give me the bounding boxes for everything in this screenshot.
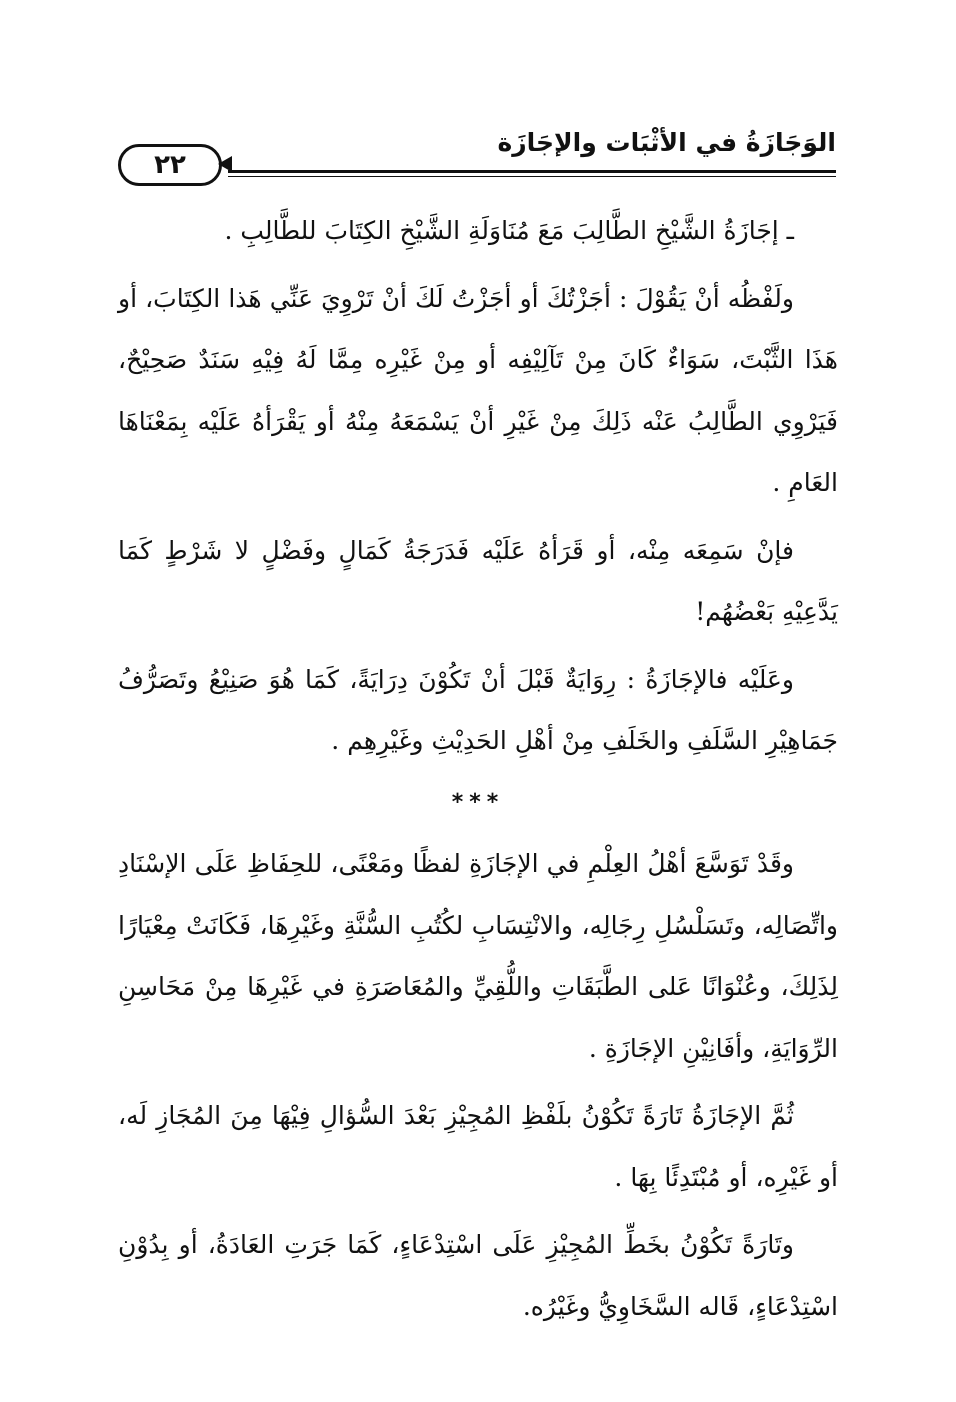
paragraph-4: وعَلَيْه فالإجَازَةُ : رِوَايَةٌ قَبْلَ أنْ تَكُوْنَ دِرَايَةً، كَمَا هُوَ صَنِيْعُ وتَصَرُّفُ جَمَاهِيْرِ السَّلَفِ والخَلَفِ مِنْ أهْلِ الحَدِيْثِ وغَيْرِهِم . [118,664,838,755]
paragraph-6: ثُمَّ الإجَازَةُ تَارَةً تَكُوْنُ بلَفْظِ المُجِيْزِ بَعْدَ السُّؤالِ فِيْهَا مِنَ المُجَازِ لَه، أو غَيْرِه، أو مُبْتَدِئًا بِهَا . [118,1101,838,1192]
page-body [118,200,838,1337]
running-title: الوَجَازَةُ في الأثْبَات والإجَازَة [497,128,836,157]
paragraph-3: فإنْ سَمِعَه مِنْه، أو قَرَأهُ عَلَيْه فَدَرَجَةُ كَمَالٍ وفَضْلٍ لا شَرْطٍ كَمَا يَدَّعِيْهِ بَعْضُهُم! [118,535,838,626]
page-number-badge [118,144,222,186]
paragraph-7: وتَارَةً تَكُوْنُ بخَطِّ المُجِيْزِ عَلَى اسْتِدْعَاءٍ، كَمَا جَرَتِ العَادَةُ، أو بِدُوْنِ اسْتِدْعَاءٍ، قَاله السَّخَاوِيُّ وغَيْرُه. [118,1230,838,1321]
header-rule-thin [228,176,836,177]
page-number: ٢٢ [154,150,186,180]
page-header [118,122,836,184]
paragraph-5: وقَدْ تَوَسَّعَ أهْلُ العِلْمِ في الإجَازَةِ لفظًا ومَعْنًى، للحِفَاظِ عَلَى الإسْنَادِ واتِّصَالِه، وتَسَلْسُلِ رِجَالِه، والانْتِسَابِ لكُتُبِ السُّنَّةِ وغَيْرِهَا، فَكَانَتْ مِعْيَارًا لِذَلِكَ، وعُنْوَانًا عَلى الطَّبَقَاتِ واللُّقِيِّ والمُعَاصَرَةِ في غَيْرِهَا مِنْ مَحَاسِنِ الرِّوَايَةِ، وأفَانِيْنِ الإجَازَةِ . [118,849,838,1063]
header-rule [228,170,836,173]
paragraph-1: ـ إجَازَةُ الشَّيْخِ الطَّالِبَ مَعَ مُنَاوَلَةِ الشَّيْخِ الكِتَابَ للطَّالِبِ . [224,216,794,245]
section-separator: *** [451,789,505,815]
paragraph-2: ولَفْظُه أنْ يَقُوْلَ : أجَزْتُكَ أو أجَزْتُ لَكَ أنْ تَرْوِيَ عَنِّي هَذا الكِتَابَ، أو هَذَا الثَّبْتَ، سَوَاءٌ كَانَ مِنْ تَآلِيْفِه أو مِنْ غَيْرِه مِمَّا لَهُ فِيْهِ سَنَدٌ صَحِيْحٌ، فَيَرْوِي الطَّالِبُ عَنْه ذَلِكَ مِنْ غَيْرِ أنْ يَسْمَعَهُ مِنْهُ أو يَقْرَأهُ عَلَيْه بِمَعْنَاهَا العَامِ . [118,283,838,497]
